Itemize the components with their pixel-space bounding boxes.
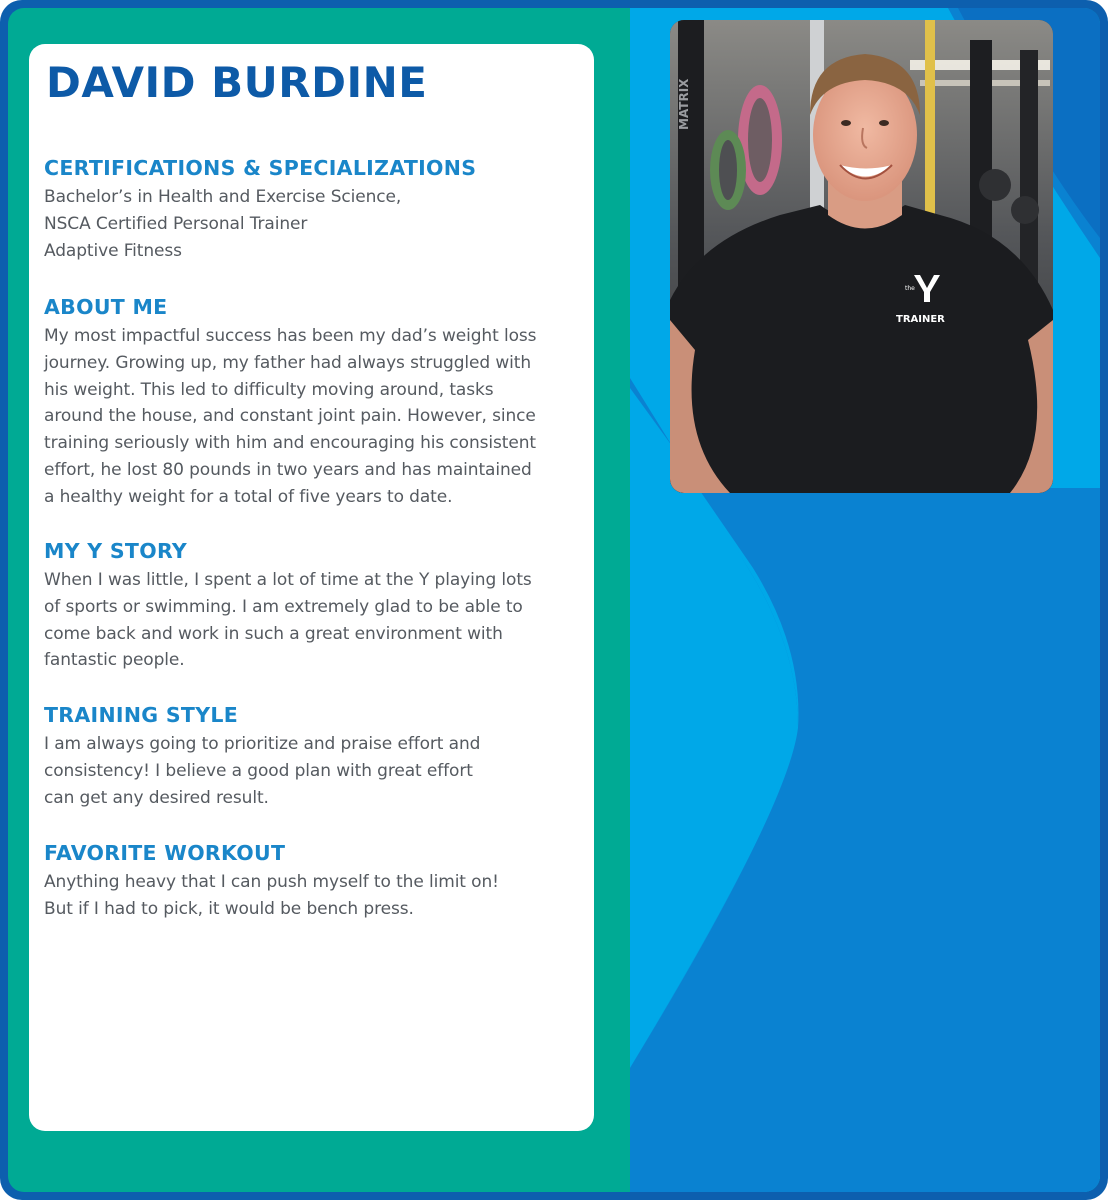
trainer-photo [670, 20, 1053, 493]
section-my-y-story [44, 539, 589, 674]
section-body: Anything heavy that I can push myself to the limit on! But if I had to pick, it would be bench press. [44, 872, 499, 919]
section-favorite-workout [44, 841, 589, 923]
section-body: Bachelor’s in Health and Exercise Science, NSCA Certified Personal Trainer Adaptive Fitness [44, 187, 402, 261]
shirt-logo-text: the [905, 285, 915, 292]
section-heading: MY Y STORY [44, 539, 188, 563]
section-training-style [44, 703, 589, 811]
shirt-trainer-label: TRAINER [896, 314, 945, 325]
section-certifications [44, 156, 589, 264]
section-body: When I was little, I spent a lot of time at the Y playing lots of sports or swimming. I am extremely glad to be able to come back and work in such a great environment with fantastic people. [44, 570, 532, 671]
section-about-me [44, 295, 589, 511]
section-body: My most impactful success has been my dad’s weight loss journey. Growing up, my father had always struggled with his weight. This led to difficulty moving around, tasks around the house, and constant joint pain. However, since training seriously with him and encouraging his consistent effort, he lost 80 pounds in two years and has maintained a healthy weight for a total of five years to date. [44, 326, 537, 507]
trainer-name: DAVID BURDINE [46, 58, 428, 107]
section-body: I am always going to prioritize and praise effort and consistency! I believe a good plan with great effort can get any desired result. [44, 734, 481, 808]
section-heading: CERTIFICATIONS & SPECIALIZATIONS [44, 156, 477, 180]
section-heading: FAVORITE WORKOUT [44, 841, 286, 865]
equipment-label: MATRIX [677, 78, 691, 130]
section-heading: ABOUT ME [44, 295, 168, 319]
section-heading: TRAINING STYLE [44, 703, 239, 727]
trainer-photo-illustration [670, 20, 1053, 493]
